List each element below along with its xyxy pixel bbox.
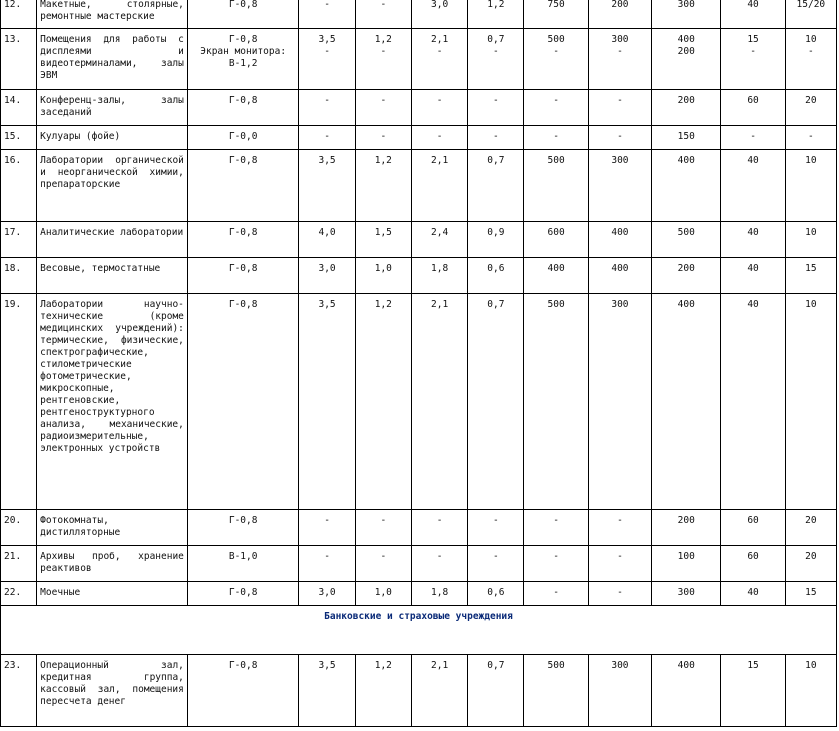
work-plane: [187, 126, 299, 150]
norm-value: [524, 0, 588, 29]
cell-line: -: [492, 131, 499, 142]
cell-line: Г-0,8: [228, 155, 258, 166]
norm-value: [588, 90, 651, 126]
cell-line: -: [553, 515, 559, 526]
row-number: 15.: [1, 126, 37, 150]
norm-value: [355, 150, 411, 222]
norm-value: [299, 150, 355, 222]
norm-value: [468, 655, 524, 727]
cell-line: 400: [677, 299, 695, 310]
norm-value: [355, 655, 411, 727]
cell-line: 1,0: [374, 263, 392, 274]
table-row: [1, 582, 837, 606]
cell-line: 3,0: [318, 587, 336, 598]
cell-line: 10: [805, 155, 817, 166]
cell-line: 3,0: [318, 263, 336, 274]
norm-value: [355, 90, 411, 126]
cell-line: -: [807, 46, 814, 57]
norm-value: [652, 29, 721, 90]
norm-value: [355, 546, 411, 582]
cell-line: 1,2: [374, 155, 392, 166]
cell-line: Г-0,8: [228, 263, 258, 274]
cell-line: 0,9: [487, 227, 505, 238]
norm-value: [524, 582, 588, 606]
norm-value: [299, 90, 355, 126]
norm-value: [785, 294, 836, 510]
norm-value: [588, 655, 651, 727]
norm-value: [721, 258, 785, 294]
table-row: [1, 258, 837, 294]
norm-value: [355, 582, 411, 606]
norm-value: [721, 150, 785, 222]
cell-line: 15: [747, 34, 759, 45]
norm-value: [785, 582, 836, 606]
norm-value: [785, 222, 836, 258]
cell-line: 750: [547, 0, 565, 10]
norm-value: [588, 294, 651, 510]
room-name: Макетные, столярные, ремонтные мастерские: [37, 0, 188, 29]
cell-line: 1,2: [487, 0, 505, 10]
work-plane: [187, 510, 299, 546]
norm-value: [355, 126, 411, 150]
cell-line: 400: [677, 155, 695, 166]
norm-value: [468, 294, 524, 510]
cell-line: -: [492, 95, 499, 106]
cell-line: 40: [747, 587, 759, 598]
norm-value: [468, 258, 524, 294]
norm-value: [721, 0, 785, 29]
norm-value: [355, 258, 411, 294]
section-header-row: [1, 606, 837, 655]
cell-line: -: [380, 0, 387, 10]
norm-value: [411, 258, 467, 294]
cell-line: 150: [677, 131, 695, 142]
cell-line: 300: [677, 0, 695, 10]
cell-line: 20: [805, 551, 817, 562]
cell-line: -: [324, 551, 330, 562]
cell-line: Г-0,8: [228, 515, 258, 526]
cell-line: 300: [611, 155, 629, 166]
cell-line: -: [380, 95, 387, 106]
table-row: [1, 294, 837, 510]
norm-value: [785, 126, 836, 150]
cell-line: -: [617, 95, 623, 106]
norm-value: [411, 126, 467, 150]
norm-value: [524, 546, 588, 582]
norm-value: [721, 582, 785, 606]
norm-value: [524, 294, 588, 510]
norm-value: [524, 126, 588, 150]
row-number: 19.: [1, 294, 37, 510]
cell-line: 20: [805, 515, 817, 526]
norm-value: [785, 29, 836, 90]
norm-value: [524, 655, 588, 727]
norm-value: [355, 0, 411, 29]
cell-line: -: [492, 551, 499, 562]
norm-value: [299, 126, 355, 150]
cell-line: -: [492, 46, 499, 57]
row-number: 23.: [1, 655, 37, 727]
cell-line: 40: [747, 263, 759, 274]
cell-line: Г-0,8: [228, 660, 258, 671]
norm-value: [524, 258, 588, 294]
cell-line: 300: [611, 34, 629, 45]
cell-line: Г-0,8: [228, 299, 258, 310]
work-plane: [187, 546, 299, 582]
cell-line: -: [436, 131, 443, 142]
norm-value: [721, 294, 785, 510]
work-plane: [187, 222, 299, 258]
norm-value: [468, 222, 524, 258]
norm-value: [411, 29, 467, 90]
cell-line: -: [436, 551, 443, 562]
work-plane: [187, 150, 299, 222]
norm-value: [588, 258, 651, 294]
work-plane: [187, 582, 299, 606]
work-plane: [187, 0, 299, 29]
cell-line: 400: [547, 263, 565, 274]
cell-line: 500: [677, 227, 695, 238]
norm-value: [785, 150, 836, 222]
table-row: [1, 546, 837, 582]
norm-value: [524, 222, 588, 258]
norm-value: [652, 222, 721, 258]
norm-value: [652, 510, 721, 546]
room-name: Фотокомнаты, дистилляторные: [37, 510, 188, 546]
cell-line: 0,7: [487, 155, 505, 166]
cell-line: -: [380, 551, 387, 562]
cell-line: 400: [611, 263, 629, 274]
norm-value: [468, 510, 524, 546]
norm-value: [785, 510, 836, 546]
cell-line: 1,2: [374, 299, 392, 310]
norm-value: [299, 29, 355, 90]
norm-value: [411, 582, 467, 606]
cell-line: Г-0,0: [228, 131, 258, 142]
table-row: [1, 126, 837, 150]
table-row: [1, 0, 837, 29]
cell-line: 300: [677, 587, 695, 598]
cell-line: 300: [611, 299, 629, 310]
cell-line: 2,1: [431, 34, 449, 45]
row-number: 16.: [1, 150, 37, 222]
norm-value: [524, 510, 588, 546]
cell-line: -: [324, 0, 330, 10]
norm-value: [355, 510, 411, 546]
cell-line: Г-0,8: [228, 0, 258, 10]
norm-value: [652, 546, 721, 582]
room-name: Кулуары (фойе): [37, 126, 188, 150]
norm-value: [411, 546, 467, 582]
cell-line: -: [380, 515, 387, 526]
cell-line: 3,5: [318, 660, 336, 671]
norm-value: [355, 222, 411, 258]
norm-value: [299, 510, 355, 546]
cell-line: 15: [747, 660, 759, 671]
norm-value: [721, 546, 785, 582]
table-row: [1, 150, 837, 222]
cell-line: -: [553, 46, 559, 57]
norm-value: [468, 90, 524, 126]
norm-value: [468, 546, 524, 582]
table-body: [1, 0, 837, 727]
cell-line: 60: [747, 551, 759, 562]
cell-line: 10: [805, 34, 817, 45]
cell-line: 15: [805, 587, 817, 598]
cell-line: 1,8: [431, 263, 449, 274]
cell-line: -: [324, 46, 330, 57]
cell-line: 20: [805, 95, 817, 106]
norm-value: [652, 90, 721, 126]
norm-value: [299, 294, 355, 510]
norm-value: [652, 582, 721, 606]
norm-value: [721, 655, 785, 727]
row-number: 13.: [1, 29, 37, 90]
section-title: Банковские и страховые учреждения: [1, 606, 837, 655]
cell-line: Г-0,8: [228, 587, 258, 598]
norm-value: [355, 29, 411, 90]
norm-value: [524, 90, 588, 126]
cell-line: -: [380, 46, 387, 57]
cell-line: 4,0: [318, 227, 336, 238]
norm-value: [588, 0, 651, 29]
norm-value: [652, 294, 721, 510]
cell-line: 10: [805, 227, 817, 238]
norm-value: [588, 510, 651, 546]
table-row: [1, 655, 837, 727]
table-row: [1, 222, 837, 258]
room-name: Лаборатории органической и неорганической химии, препараторские: [37, 150, 188, 222]
norm-value: [468, 126, 524, 150]
norm-value: [524, 150, 588, 222]
cell-line: 200: [677, 46, 695, 57]
cell-line: 500: [547, 155, 565, 166]
cell-line: 0,6: [487, 587, 505, 598]
norm-value: [299, 0, 355, 29]
norm-value: [652, 0, 721, 29]
cell-line: Г-0,8: [228, 34, 258, 45]
norm-value: [299, 258, 355, 294]
norm-value: [652, 150, 721, 222]
cell-line: 1,2: [374, 660, 392, 671]
norm-value: [299, 222, 355, 258]
cell-line: 10: [805, 299, 817, 310]
cell-line: 3,5: [318, 155, 336, 166]
cell-line: 500: [547, 299, 565, 310]
norm-value: [411, 655, 467, 727]
room-name: Операционный зал, кредитная группа, кассовый зал, помещения пересчета денег: [37, 655, 188, 727]
cell-line: 10: [805, 660, 817, 671]
norm-value: [588, 222, 651, 258]
work-plane: [187, 90, 299, 126]
cell-line: В-1,0: [228, 551, 258, 562]
cell-line: 200: [677, 515, 695, 526]
cell-line: -: [492, 515, 499, 526]
cell-line: 200: [611, 0, 629, 10]
cell-line: -: [553, 131, 559, 142]
cell-line: 1,0: [374, 587, 392, 598]
row-number: 12.: [1, 0, 37, 29]
norm-value: [299, 655, 355, 727]
cell-line: 100: [677, 551, 695, 562]
cell-line: 1,5: [374, 227, 392, 238]
work-plane: [187, 29, 299, 90]
cell-line: -: [324, 515, 330, 526]
norm-value: [411, 0, 467, 29]
norm-value: [468, 150, 524, 222]
norm-value: [468, 582, 524, 606]
cell-line: 300: [611, 660, 629, 671]
cell-line: 40: [747, 227, 759, 238]
cell-line: -: [617, 46, 623, 57]
cell-line: 500: [547, 660, 565, 671]
norm-value: [411, 90, 467, 126]
room-name: Лаборатории научно-технические (кроме медицинских учреждений): термические, физические, спектрографические, стилометрические фотометрические, микроскопные, рентгеновские, рентгеноструктурного анализа, механические, радиоизмерительные, электронных устройств: [37, 294, 188, 510]
row-number: 14.: [1, 90, 37, 126]
cell-line: -: [617, 551, 623, 562]
cell-line: 400: [677, 660, 695, 671]
norm-value: [652, 258, 721, 294]
cell-line: -: [807, 131, 814, 142]
room-name: Моечные: [37, 582, 188, 606]
norm-value: [299, 582, 355, 606]
norm-value: [721, 90, 785, 126]
cell-line: 200: [677, 95, 695, 106]
cell-line: -: [324, 131, 330, 142]
cell-line: 600: [547, 227, 565, 238]
table-row: [1, 90, 837, 126]
norm-value: [721, 29, 785, 90]
cell-line: 0,7: [487, 299, 505, 310]
row-number: 22.: [1, 582, 37, 606]
cell-line: 60: [747, 95, 759, 106]
cell-line: -: [750, 46, 756, 57]
cell-line: 60: [747, 515, 759, 526]
row-number: 17.: [1, 222, 37, 258]
cell-line: 0,7: [487, 34, 505, 45]
cell-line: 40: [747, 155, 759, 166]
cell-line: -: [324, 95, 330, 106]
norm-value: [785, 0, 836, 29]
norm-value: [721, 126, 785, 150]
norm-value: [588, 582, 651, 606]
cell-line: 15/20: [796, 0, 826, 10]
norm-value: [588, 29, 651, 90]
cell-line: 0,7: [487, 660, 505, 671]
cell-line: 500: [547, 34, 565, 45]
cell-line: 3,5: [318, 299, 336, 310]
work-plane: [187, 294, 299, 510]
cell-line: 15: [805, 263, 817, 274]
norm-value: [652, 126, 721, 150]
cell-line: -: [750, 131, 756, 142]
cell-line: 40: [747, 0, 759, 10]
table-row: [1, 510, 837, 546]
norm-value: [355, 294, 411, 510]
work-plane: [187, 655, 299, 727]
norm-value: [785, 655, 836, 727]
norm-value: [652, 655, 721, 727]
row-number: 20.: [1, 510, 37, 546]
cell-line: 1,8: [431, 587, 449, 598]
cell-line: -: [553, 95, 559, 106]
cell-line: 0,6: [487, 263, 505, 274]
cell-line: -: [617, 587, 623, 598]
cell-line: -: [553, 551, 559, 562]
cell-line: 2,1: [431, 155, 449, 166]
room-name: Конференц-залы, залы заседаний: [37, 90, 188, 126]
cell-line: 40: [747, 299, 759, 310]
norm-value: [785, 546, 836, 582]
cell-line: 2,1: [431, 660, 449, 671]
row-number: 18.: [1, 258, 37, 294]
norm-value: [785, 258, 836, 294]
cell-line: -: [436, 95, 443, 106]
cell-line: 200: [677, 263, 695, 274]
norm-value: [721, 222, 785, 258]
work-plane: [187, 258, 299, 294]
cell-line: -: [553, 587, 559, 598]
norm-value: [588, 150, 651, 222]
cell-line: 400: [677, 34, 695, 45]
room-name: Помещения для работы с дисплеями и видеотерминалами, залы ЭВМ: [37, 29, 188, 90]
cell-line: -: [617, 515, 623, 526]
cell-line: -: [436, 515, 443, 526]
cell-line: 3,0: [431, 0, 449, 10]
cell-line: Экран монитора: В-1,2: [200, 46, 287, 69]
row-number: 21.: [1, 546, 37, 582]
norm-value: [468, 0, 524, 29]
cell-line: -: [617, 131, 623, 142]
norm-value: [299, 546, 355, 582]
norm-value: [785, 90, 836, 126]
room-name: Весовые, термостатные: [37, 258, 188, 294]
norm-value: [588, 126, 651, 150]
cell-line: 1,2: [374, 34, 392, 45]
norm-value: [524, 29, 588, 90]
table-row: [1, 29, 837, 90]
norm-value: [411, 510, 467, 546]
norm-value: [721, 510, 785, 546]
norm-value: [411, 294, 467, 510]
norm-value: [588, 546, 651, 582]
norm-value: [411, 222, 467, 258]
cell-line: Г-0,8: [228, 227, 258, 238]
cell-line: 2,4: [431, 227, 449, 238]
norm-value: [468, 29, 524, 90]
cell-line: -: [436, 46, 443, 57]
cell-line: 3,5: [318, 34, 336, 45]
cell-line: Г-0,8: [228, 95, 258, 106]
norm-value: [411, 150, 467, 222]
cell-line: -: [380, 131, 387, 142]
room-name: Архивы проб, хранение реактивов: [37, 546, 188, 582]
cell-line: 400: [611, 227, 629, 238]
room-name: Аналитические лаборатории: [37, 222, 188, 258]
cell-line: 2,1: [431, 299, 449, 310]
